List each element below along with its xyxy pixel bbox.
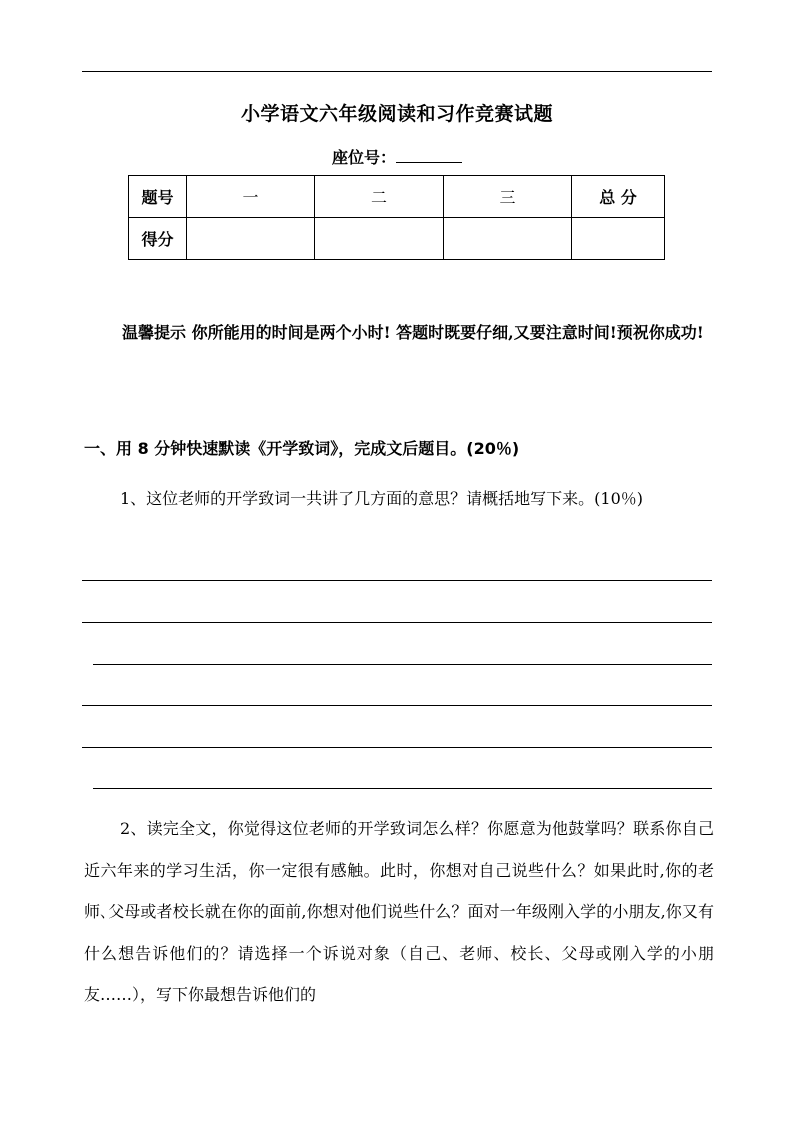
question-3-header: 三 xyxy=(444,176,572,218)
seat-number-field xyxy=(0,145,794,168)
question-2-text: 2、读完全文，你觉得这位老师的开学致词怎么样？你愿意为他鼓掌吗？联系你自己近六年来的学习生活，你一定很有感触。此时，你想对自己说些什么？如果此时,你的老师､父母或者校长就在你的面前,你想对他们说些什么？面对一年级刚入学的小朋友,你又有什么想告诉他们的？请选择一个诉说对象（自己、老师、校长、父母或刚入学的小朋友……），写下你最想告诉他们的 xyxy=(84,819,714,1004)
question-1-header: 一 xyxy=(187,176,315,218)
question-1-score-cell[interactable] xyxy=(187,218,315,260)
question-3-score-cell[interactable] xyxy=(444,218,572,260)
question-1-text: 1、这位老师的开学致词一共讲了几方面的意思？请概括地写下来。(10％) xyxy=(120,489,644,508)
section-1-heading: 一、用 8 分钟快速默读《开学致词》，完成文后题目。(20％) xyxy=(84,439,520,458)
header-rule xyxy=(82,71,712,72)
answer-line[interactable] xyxy=(82,580,712,581)
tip-paragraph: 温馨提示 你所能用的时间是两个小时! 答题时既要仔细,又要注意时间!预祝你成功! xyxy=(122,323,704,342)
answer-line[interactable] xyxy=(93,788,712,789)
score-table xyxy=(128,175,665,260)
answer-line[interactable] xyxy=(82,705,712,706)
question-2-score-cell[interactable] xyxy=(315,218,444,260)
score-table-header-row xyxy=(129,176,665,218)
score-table-score-row xyxy=(129,218,665,260)
answer-line[interactable] xyxy=(93,664,712,665)
exam-title: 小学语文六年级阅读和习作竞赛试题 xyxy=(240,103,553,125)
total-score-header: 总 分 xyxy=(572,176,665,218)
answer-line[interactable] xyxy=(82,747,712,748)
question-2-header: 二 xyxy=(315,176,444,218)
question-number-header: 题号 xyxy=(129,176,187,218)
seat-number-blank[interactable] xyxy=(396,161,462,163)
score-row-label: 得分 xyxy=(129,218,187,260)
seat-number-label: 座位号： xyxy=(331,148,396,167)
answer-line[interactable] xyxy=(82,622,712,623)
total-score-cell[interactable] xyxy=(572,218,665,260)
